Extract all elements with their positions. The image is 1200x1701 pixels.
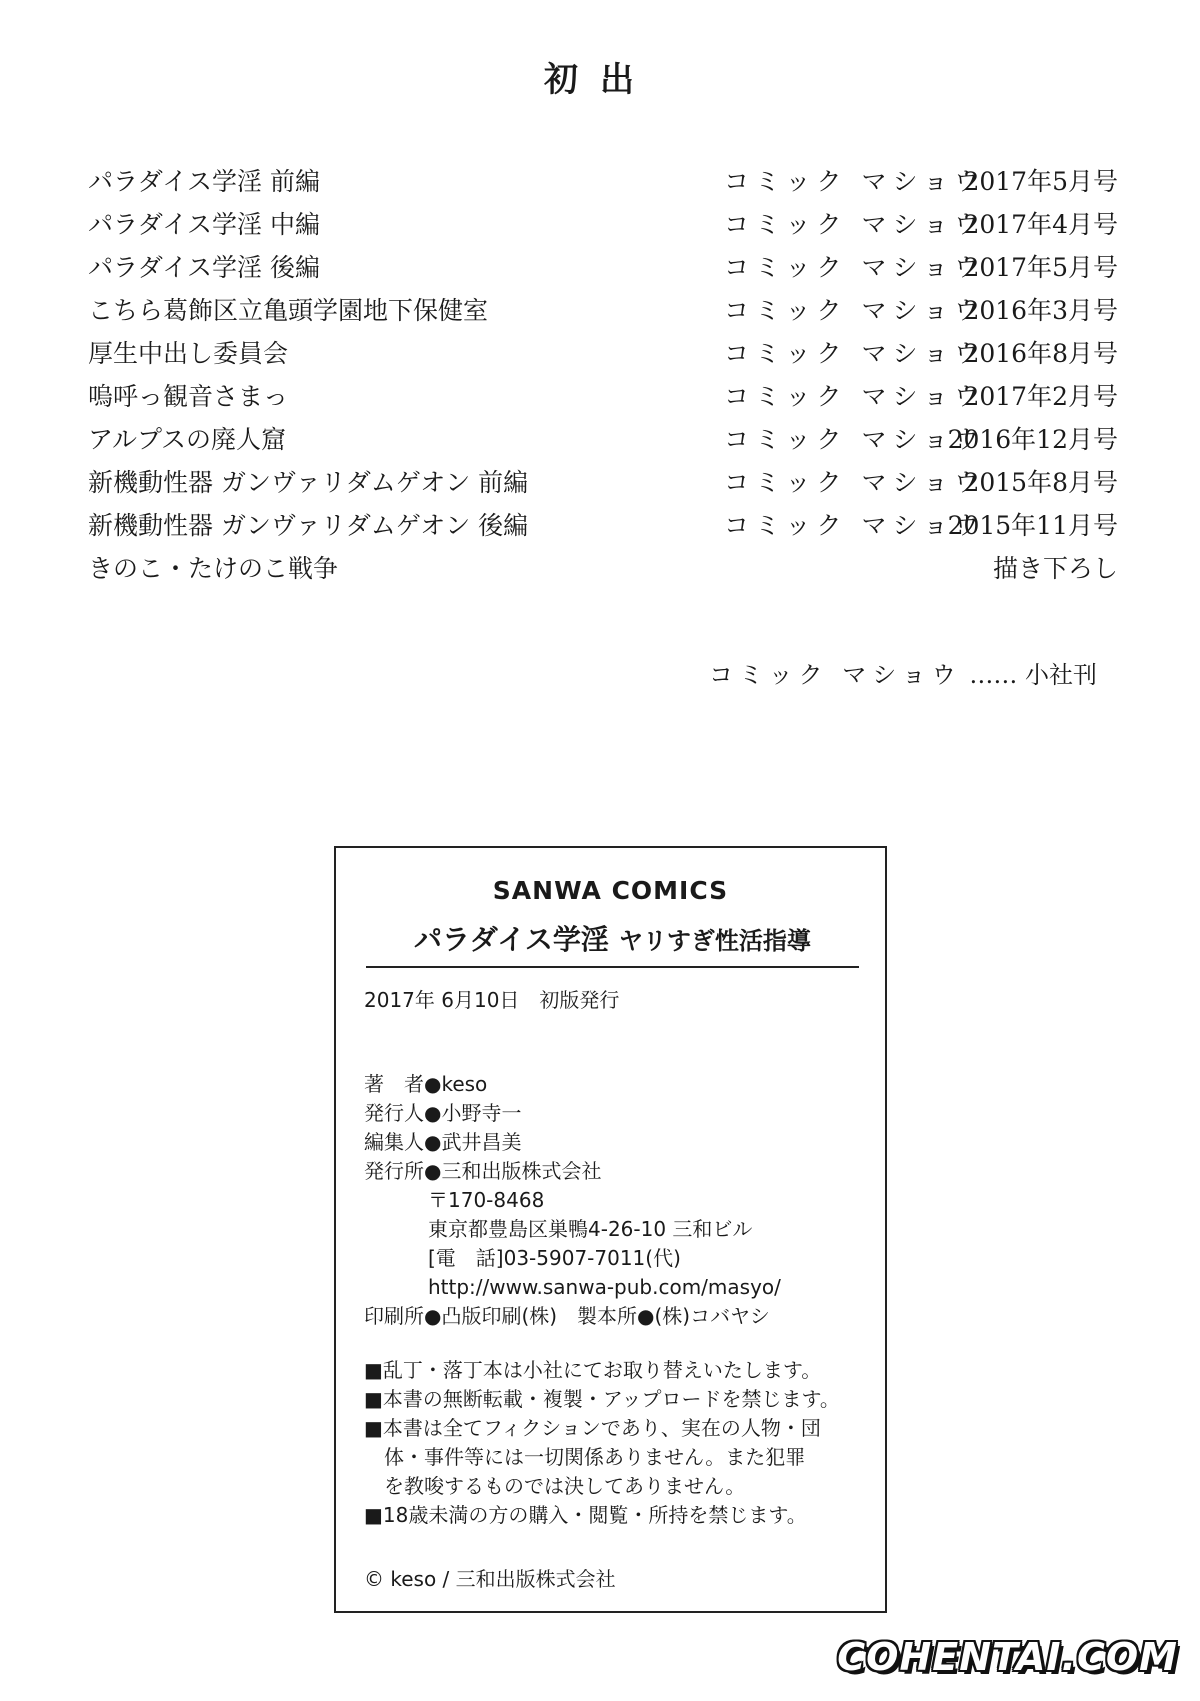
list-item bbox=[88, 547, 1118, 590]
story-title: パラダイス学淫 中編 bbox=[88, 210, 320, 239]
issue-date: 2015年8月号 bbox=[963, 468, 1118, 497]
publishing-house-line: 発行所●三和出版株式会社 bbox=[364, 1159, 602, 1183]
list-item bbox=[88, 332, 1118, 375]
story-title: こちら葛飾区立亀頭学園地下保健室 bbox=[88, 296, 489, 325]
notice-item: ■乱丁・落丁本は小社にてお取り替えいたします。 bbox=[364, 1358, 822, 1382]
issue-date: 2017年4月号 bbox=[963, 210, 1118, 239]
list-item bbox=[88, 418, 1118, 461]
colophon-box bbox=[334, 846, 887, 1613]
list-item bbox=[88, 504, 1118, 547]
issue-date: 2016年3月号 bbox=[963, 296, 1118, 325]
issue-date: 2015年11月号 bbox=[947, 511, 1118, 540]
book-subtitle: ヤリすぎ性活指導 bbox=[618, 926, 811, 955]
publisher-note bbox=[709, 655, 1097, 690]
book-main-title: パラダイス学淫 bbox=[414, 923, 609, 956]
site-watermark: COHENTAI.COM bbox=[837, 1635, 1178, 1679]
story-title: 厚生中出し委員会 bbox=[88, 339, 289, 368]
imprint-label: SANWA COMICS bbox=[492, 876, 729, 905]
list-item bbox=[88, 203, 1118, 246]
magazine-name: コミック マショウ bbox=[724, 382, 985, 411]
issue-date: 2017年5月号 bbox=[963, 167, 1118, 196]
story-title: きのこ・たけのこ戦争 bbox=[88, 554, 339, 583]
magazine-name: コミック マショウ bbox=[724, 210, 985, 239]
magazine-name: コミック マショウ bbox=[724, 167, 985, 196]
street-address: 東京都豊島区巣鴨4-26-10 三和ビル bbox=[428, 1217, 753, 1241]
magazine-name: コミック マショウ bbox=[724, 253, 985, 282]
website-url: http://www.sanwa-pub.com/masyo/ bbox=[428, 1275, 781, 1299]
staff-list bbox=[364, 1070, 781, 1331]
story-title: 嗚呼っ観音さまっ bbox=[88, 382, 289, 411]
magazine-name: コミック マショウ bbox=[724, 511, 985, 540]
issue-date: 2016年8月号 bbox=[963, 339, 1118, 368]
notice-item-continued: を教唆するものでは決してありません。 bbox=[384, 1474, 746, 1498]
notice-item-continued: 体・事件等には一切関係ありません。また犯罪 bbox=[384, 1445, 806, 1469]
story-title: パラダイス学淫 前編 bbox=[88, 167, 320, 196]
notice-item: ■18歳未満の方の購入・閲覧・所持を禁じます。 bbox=[364, 1503, 807, 1527]
story-title: パラダイス学淫 後編 bbox=[88, 253, 320, 282]
magazine-name: コミック マショウ bbox=[724, 296, 985, 325]
list-item bbox=[88, 160, 1118, 203]
copyright-line: © keso / 三和出版株式会社 bbox=[364, 1567, 616, 1591]
note-separator: …… bbox=[969, 661, 1018, 689]
author-line: 著 者●keso bbox=[364, 1072, 488, 1096]
phone-number: [電 話]03-5907-7011(代) bbox=[428, 1246, 681, 1270]
story-title: 新機動性器 ガンヴァリダムゲオン 前編 bbox=[88, 468, 529, 497]
issue-date: 2017年2月号 bbox=[963, 382, 1118, 411]
list-item bbox=[88, 289, 1118, 332]
notices-list bbox=[364, 1356, 840, 1530]
list-item bbox=[88, 246, 1118, 289]
first-appearance-list bbox=[88, 160, 1118, 590]
printer-line: 印刷所●凸版印刷(株) 製本所●(株)コバヤシ bbox=[364, 1304, 770, 1328]
publisher-person-line: 発行人●小野寺一 bbox=[364, 1101, 522, 1125]
story-title: 新機動性器 ガンヴァリダムゲオン 後編 bbox=[88, 511, 529, 540]
notice-item: ■本書は全てフィクションであり、実在の人物・団 bbox=[364, 1416, 821, 1440]
notice-item: ■本書の無断転載・複製・アップロードを禁じます。 bbox=[364, 1387, 840, 1411]
list-item bbox=[88, 461, 1118, 504]
note-publisher: 小社刊 bbox=[1025, 661, 1097, 689]
page-heading: 初出 bbox=[544, 60, 656, 100]
issue-date: 2017年5月号 bbox=[963, 253, 1118, 282]
magazine-name: コミック マショウ bbox=[724, 339, 985, 368]
story-title: アルプスの廃人窟 bbox=[88, 425, 287, 454]
issue-date: 描き下ろし bbox=[992, 554, 1118, 583]
note-magazine: コミック マショウ bbox=[709, 661, 962, 689]
magazine-name: コミック マショウ bbox=[724, 425, 985, 454]
list-item bbox=[88, 375, 1118, 418]
issue-date: 2016年12月号 bbox=[947, 425, 1118, 454]
book-title bbox=[366, 918, 859, 968]
edition-date: 2017年 6月10日 初版発行 bbox=[364, 988, 620, 1012]
editor-line: 編集人●武井昌美 bbox=[364, 1130, 522, 1154]
postal-code: 〒170-8468 bbox=[428, 1188, 545, 1212]
magazine-name: コミック マショウ bbox=[724, 468, 985, 497]
